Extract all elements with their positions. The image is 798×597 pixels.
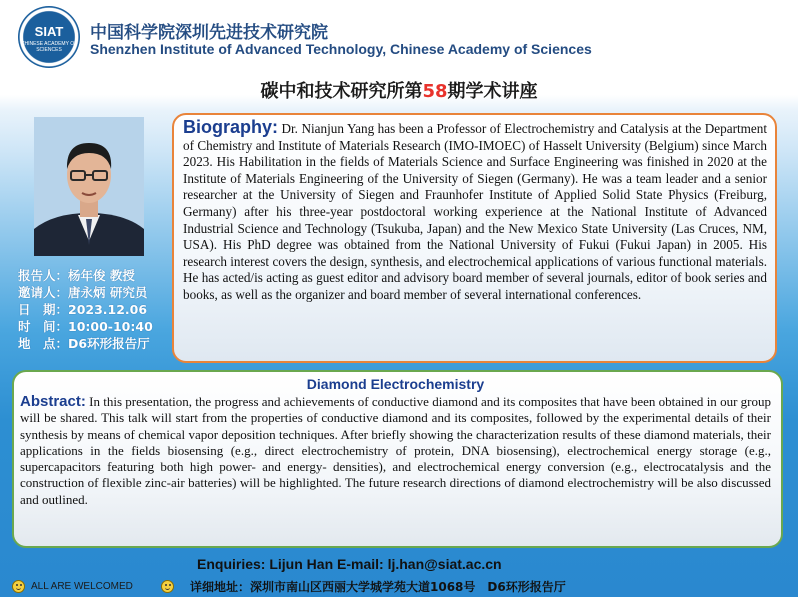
- abstract-box: [12, 370, 783, 548]
- welcome-text: ALL ARE WELCOMED: [31, 581, 133, 592]
- info-inviter: 邀请人：唐永炳 研究员: [18, 285, 148, 300]
- institute-name-cn: 中国科学院深圳先进技术研究院: [90, 23, 328, 43]
- smiley-icon: [12, 580, 25, 593]
- lecture-number: 58: [422, 81, 448, 102]
- biography-text: [183, 119, 767, 304]
- biography-heading: Biography:: [183, 117, 279, 137]
- info-speaker: 报告人：杨年俊 教授: [18, 268, 135, 283]
- talk-title: Diamond Electrochemistry: [306, 376, 485, 392]
- info-time: 时 间：10:00-10:40: [18, 319, 153, 334]
- speaker-photo: [34, 117, 144, 256]
- abstract-text: [20, 394, 771, 508]
- institute-name-en: Shenzhen Institute of Advanced Technology, Chinese Academy of Sciences: [90, 41, 592, 57]
- abstract-body: In this presentation, the progress and achievements of conductive diamond and its composites that have been obtained in our group will be shared. This talk will start from the properties of conductive diamond and its composites, followed by the experimental details of their synthesis by means of chemical vapor deposition techniques. After briefly showing the characterization results of these diamond materials, their applications in the fields biosensing (e.g., direct electrochemistry of protein, DNA biosensing), electrochemical energy storage (e.g., supercapacitors featuring both high power- and energy- densities), and electrochemical energy conversion (e.g., electrocatalysis and the construction of flexible zinc-air batteries) will be highlighted. The future research directions of diamond electrochemistry will be also discussed and outlined.: [20, 394, 771, 507]
- logo-subtext: CHINESE ACADEMY OF SCIENCES: [20, 41, 78, 53]
- biography-box: [172, 113, 777, 363]
- address-line: 详细地址：深圳市南山区西丽大学城学苑大道1068号 D6环形报告厅: [190, 580, 566, 594]
- header: [0, 0, 798, 102]
- smiley-icon: [161, 580, 174, 593]
- logo-text: SIAT: [34, 24, 64, 39]
- enquiries-line: Enquiries: Lijun Han E-mail: lj.han@siat.ac.cn: [197, 556, 502, 572]
- siat-logo: [18, 6, 80, 68]
- info-location: 地 点：D6环形报告厅: [18, 336, 150, 351]
- speaker-info: [18, 267, 153, 352]
- info-date: 日 期：2023.12.06: [18, 302, 148, 317]
- lecture-title-pre: 碳中和技术研究所第: [260, 81, 423, 102]
- biography-body: Dr. Nianjun Yang has been a Professor of Electrochemistry and Catalysis at the Department of Chemistry and Institute of Materials Research (IMO-IMOEC) of Hasselt University (Belgium) since March 2023. His Habilitation in the fields of Materials Science and Surface Engineering was finished in 2020 at the Institute of Materials Engineering of the University of Siegen (Germany). He was a team leader and a senior researcher at the University of Siegen and Fraunhofer Institute of Applied Solid State Physics (Freiburg, Germany) after his three-year postdoctoral working experience at the National Institute of Advanced Industrial Science and Technology (Tsukuba, Japan) and the New Mexico State University (Las Cruces, NM, USA). His PhD degree was obtained from the National University of Fukui (Fukui Japan) in 2005. His research interest covers the design, synthesis, and electrochemical applications of various functional materials. He has acted/is acting as guest editor and advisory board member of several journals, editor of book series and books, as well as the organizer and board member of several international conferences.: [183, 121, 767, 302]
- lecture-title: [0, 77, 798, 103]
- abstract-heading: Abstract:: [20, 393, 86, 410]
- welcome-line: [12, 580, 133, 593]
- lecture-title-post: 期学术讲座: [447, 81, 538, 102]
